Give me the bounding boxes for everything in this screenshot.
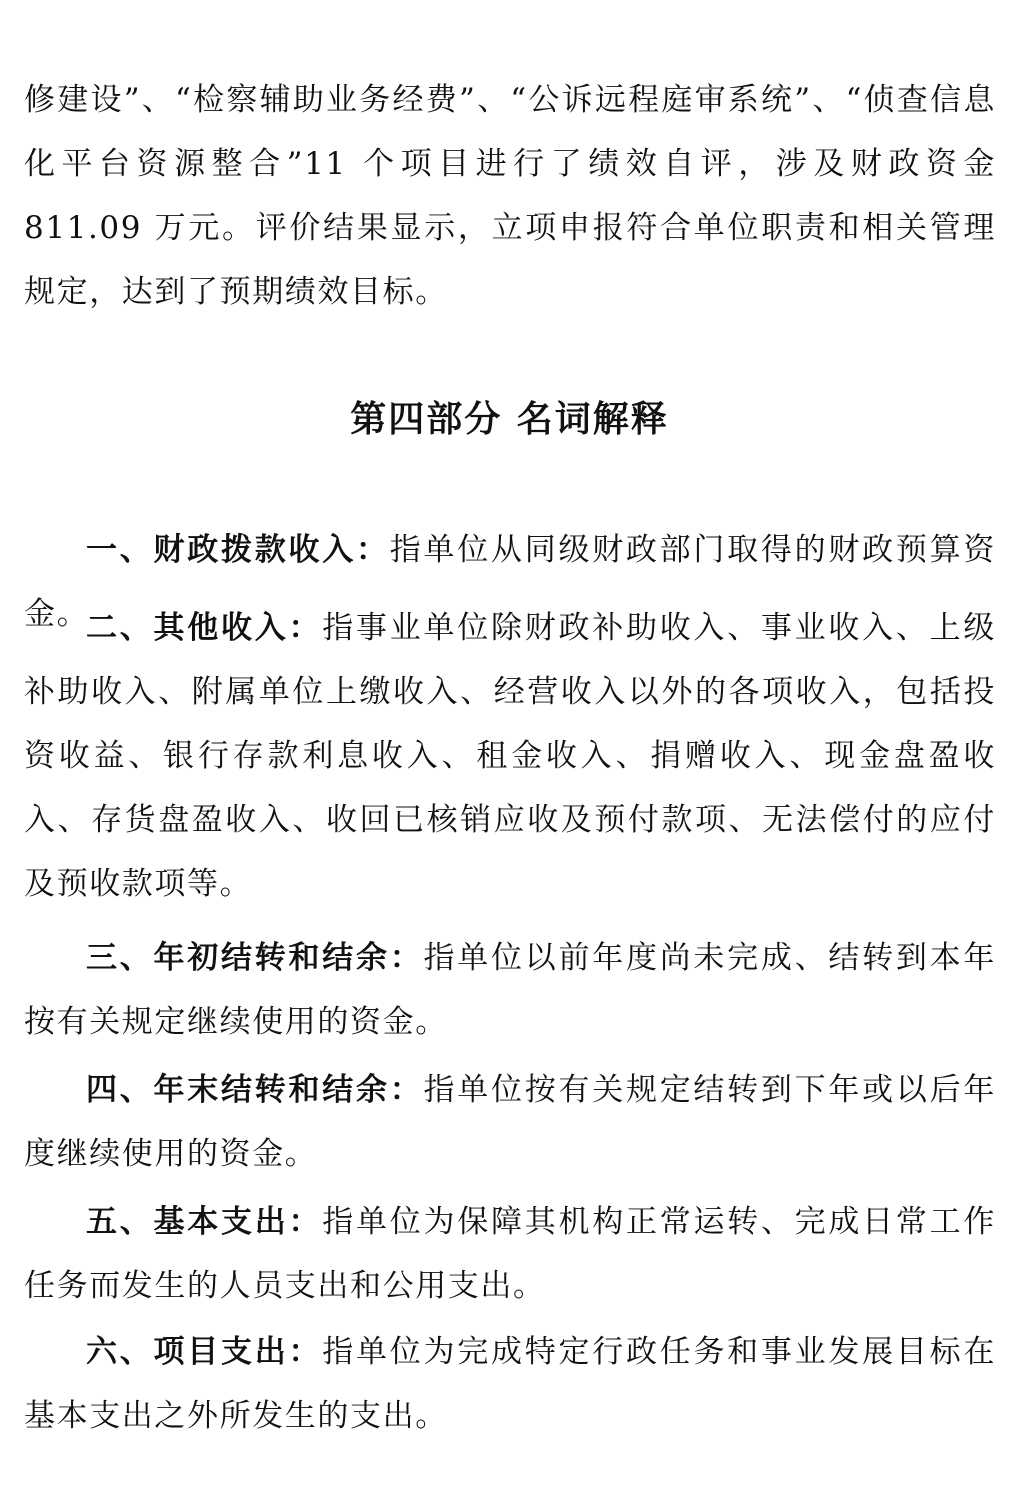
definition-item bbox=[24, 926, 996, 1054]
section-title: 第四部分 名词解释 bbox=[350, 399, 669, 440]
definition-term: 五、基本支出： bbox=[86, 1204, 323, 1240]
definition-text: 指单位为保障其机构正常运转、完成日常工作任务而发生的人员支出和公用支出。 bbox=[24, 1204, 997, 1304]
definition-term: 一、财政拨款收入： bbox=[86, 532, 390, 568]
definition-item bbox=[24, 1058, 996, 1186]
definition-term: 二、其他收入： bbox=[86, 610, 323, 646]
definition-text: 指单位以前年度尚未完成、结转到本年按有关规定继续使用的资金。 bbox=[24, 940, 997, 1040]
definition-item bbox=[24, 1320, 996, 1448]
definition-term: 六、项目支出： bbox=[86, 1334, 323, 1370]
definition-term: 三、年初结转和结余： bbox=[86, 940, 424, 976]
intro-paragraph: 修建设”、“检察辅助业务经费”、“公诉远程庭审系统”、“侦查信息化平台资源整合”11 个项目进行了绩效自评，涉及财政资金 811.09 万元。评价结果显示，立项申报符合单位职责和相关管理规定，达到了预期绩效目标。 bbox=[24, 82, 996, 310]
definition-item bbox=[24, 596, 996, 916]
definition-term: 四、年末结转和结余： bbox=[86, 1072, 424, 1108]
definition-item bbox=[24, 1190, 996, 1318]
definition-text: 指单位为完成特定行政任务和事业发展目标在基本支出之外所发生的支出。 bbox=[24, 1334, 997, 1434]
definition-text: 指单位从同级财政部门取得的财政预算资金。 bbox=[24, 532, 996, 632]
definition-text: 指事业单位除财政补助收入、事业收入、上级补助收入、附属单位上缴收入、经营收入以外的各项收入，包括投资收益、银行存款利息收入、租金收入、捐赠收入、现金盘盈收入、存货盘盈收入、收回已核销应收及预付款项、无法偿付的应付及预收款项等。 bbox=[24, 610, 997, 902]
definition-text: 指单位按有关规定结转到下年或以后年度继续使用的资金。 bbox=[24, 1072, 997, 1172]
